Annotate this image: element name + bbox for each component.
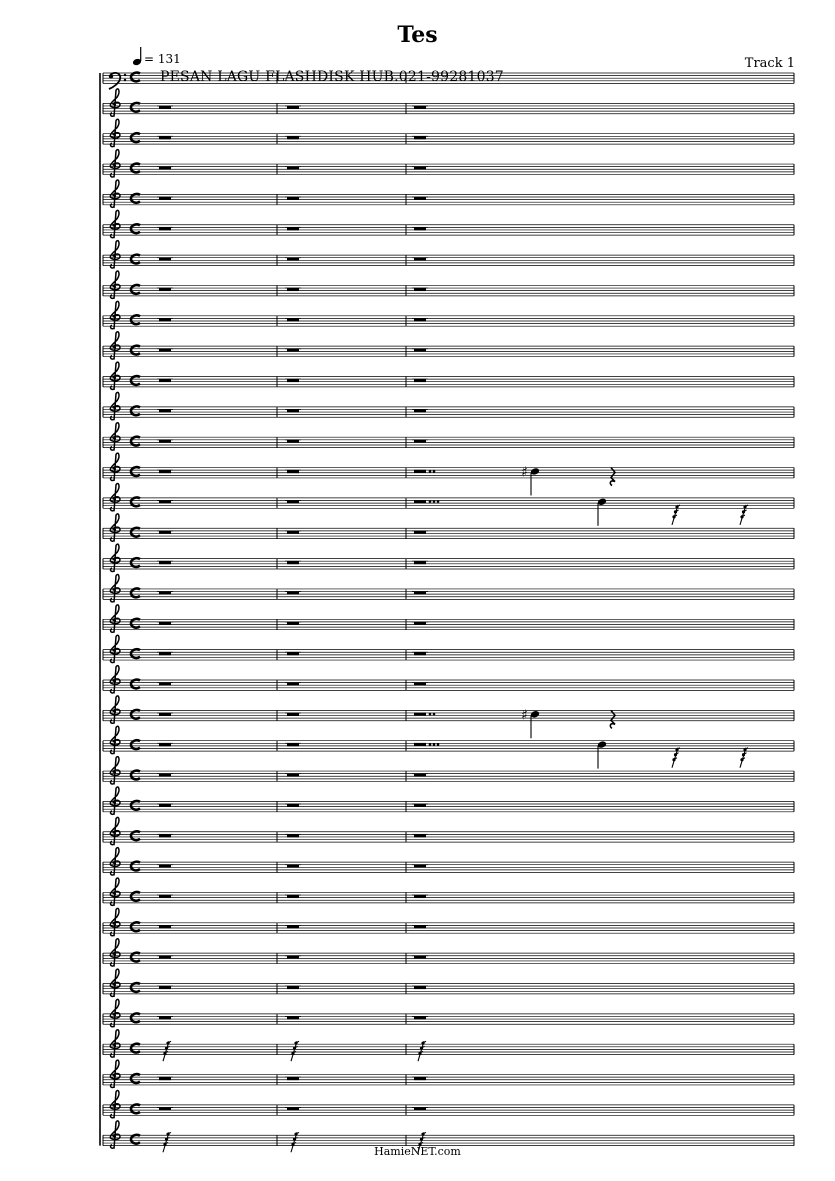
- whole-rest: [414, 167, 426, 170]
- whole-rest: [287, 501, 299, 504]
- bass-clef-dot: [109, 74, 113, 78]
- common-time-icon: [131, 224, 140, 233]
- whole-rest: [414, 409, 426, 412]
- whole-rest: [159, 136, 171, 139]
- whole-rest: [159, 106, 171, 109]
- common-time-icon: [131, 771, 140, 780]
- whole-rest: [414, 440, 426, 443]
- common-time-icon: [131, 1013, 140, 1022]
- treble-clef-icon: [110, 635, 120, 663]
- common-time-icon: [131, 862, 140, 871]
- treble-clef-icon: [110, 392, 120, 420]
- treble-clef-icon: [110, 483, 120, 511]
- whole-rest: [414, 683, 426, 686]
- whole-rest: [159, 501, 171, 504]
- whole-rest: [159, 409, 171, 412]
- common-time-icon: [131, 983, 140, 992]
- augmentation-dot: [437, 743, 440, 746]
- treble-clef-icon: [110, 575, 120, 603]
- whole-rest: [159, 622, 171, 625]
- whole-rest: [159, 652, 171, 655]
- treble-clef-icon: [110, 696, 120, 724]
- whole-rest: [414, 622, 426, 625]
- treble-clef-icon: [110, 150, 120, 178]
- common-time-icon: [131, 740, 140, 749]
- whole-rest: [287, 349, 299, 352]
- whole-rest: [287, 956, 299, 959]
- treble-clef-icon: [110, 271, 120, 299]
- whole-rest: [159, 258, 171, 261]
- common-time-icon: [131, 164, 140, 173]
- whole-rest: [287, 258, 299, 261]
- whole-rest: [159, 713, 171, 716]
- treble-clef-icon: [110, 848, 120, 876]
- whole-rest: [287, 470, 299, 473]
- common-time-icon: [131, 528, 140, 537]
- whole-rest: [414, 258, 426, 261]
- common-time-icon: [131, 285, 140, 294]
- whole-rest: [414, 531, 426, 534]
- common-time-icon: [131, 467, 140, 476]
- whole-rest: [414, 895, 426, 898]
- whole-rest: [287, 531, 299, 534]
- treble-clef-icon: [110, 1090, 120, 1118]
- whole-rest: [287, 227, 299, 230]
- treble-clef-icon: [110, 514, 120, 542]
- whole-rest: [414, 227, 426, 230]
- whole-rest: [159, 318, 171, 321]
- whole-rest: [287, 379, 299, 382]
- augmentation-dot: [429, 500, 432, 503]
- common-time-icon: [131, 346, 140, 355]
- whole-rest: [287, 834, 299, 837]
- common-time-icon: [131, 892, 140, 901]
- bass-clef-lower-dot: [124, 79, 126, 81]
- treble-clef-icon: [110, 332, 120, 360]
- whole-rest: [287, 743, 299, 746]
- treble-clef-icon: [110, 787, 120, 815]
- triple-dotted-half-rest: [414, 743, 426, 746]
- common-time-icon: [131, 103, 140, 112]
- whole-rest: [159, 683, 171, 686]
- whole-rest: [159, 956, 171, 959]
- common-time-icon: [131, 1044, 140, 1053]
- whole-rest: [159, 1077, 171, 1080]
- whole-rest: [287, 774, 299, 777]
- whole-rest: [287, 136, 299, 139]
- whole-rest: [414, 318, 426, 321]
- whole-rest: [287, 804, 299, 807]
- whole-rest: [287, 167, 299, 170]
- common-time-icon: [131, 497, 140, 506]
- treble-clef-icon: [110, 666, 120, 694]
- treble-clef-icon: [110, 726, 120, 754]
- augmentation-dot: [429, 743, 432, 746]
- bass-clef-upper-dot: [124, 74, 126, 76]
- whole-rest: [159, 774, 171, 777]
- treble-clef-icon: [110, 301, 120, 329]
- common-time-icon: [131, 1135, 140, 1144]
- whole-rest: [159, 167, 171, 170]
- common-time-icon: [131, 953, 140, 962]
- treble-clef-icon: [110, 1060, 120, 1088]
- augmentation-dot: [429, 713, 432, 716]
- whole-rest: [287, 318, 299, 321]
- treble-clef-icon: [110, 817, 120, 845]
- whole-rest: [159, 743, 171, 746]
- whole-rest: [287, 106, 299, 109]
- whole-rest: [287, 986, 299, 989]
- whole-rest: [159, 804, 171, 807]
- treble-clef-icon: [110, 908, 120, 936]
- common-time-icon: [131, 73, 140, 82]
- whole-rest: [414, 592, 426, 595]
- augmentation-dot: [437, 500, 440, 503]
- whole-rest: [159, 288, 171, 291]
- whole-rest: [287, 1108, 299, 1111]
- whole-rest: [414, 834, 426, 837]
- common-time-icon: [131, 255, 140, 264]
- augmentation-dot: [433, 500, 436, 503]
- whole-rest: [159, 349, 171, 352]
- whole-rest: [287, 895, 299, 898]
- treble-clef-icon: [110, 757, 120, 785]
- footer-credit: HamieNET.com: [374, 1145, 461, 1158]
- whole-rest: [414, 986, 426, 989]
- whole-rest: [414, 925, 426, 928]
- common-time-icon: [131, 619, 140, 628]
- common-time-icon: [131, 1104, 140, 1113]
- whole-rest: [159, 592, 171, 595]
- whole-rest: [159, 1108, 171, 1111]
- whole-rest: [414, 136, 426, 139]
- whole-rest: [414, 561, 426, 564]
- whole-rest: [159, 925, 171, 928]
- common-time-icon: [131, 376, 140, 385]
- treble-clef-icon: [110, 180, 120, 208]
- whole-rest: [414, 1077, 426, 1080]
- common-time-icon: [131, 558, 140, 567]
- tempo-bpm: = 131: [144, 52, 181, 66]
- whole-rest: [287, 592, 299, 595]
- whole-rest: [287, 288, 299, 291]
- common-time-icon: [131, 406, 140, 415]
- whole-rest: [159, 1016, 171, 1019]
- whole-rest: [159, 561, 171, 564]
- common-time-icon: [131, 1074, 140, 1083]
- whole-rest: [287, 865, 299, 868]
- treble-clef-icon: [110, 544, 120, 572]
- common-time-icon: [131, 589, 140, 598]
- treble-clef-icon: [110, 210, 120, 238]
- whole-rest: [287, 561, 299, 564]
- whole-rest: [414, 652, 426, 655]
- whole-rest: [414, 197, 426, 200]
- treble-clef-icon: [110, 89, 120, 117]
- whole-rest: [414, 956, 426, 959]
- whole-rest: [159, 440, 171, 443]
- whole-rest: [414, 804, 426, 807]
- treble-clef-icon: [110, 969, 120, 997]
- common-time-icon: [131, 194, 140, 203]
- treble-clef-icon: [110, 878, 120, 906]
- whole-rest: [287, 622, 299, 625]
- whole-rest: [287, 440, 299, 443]
- treble-clef-icon: [110, 453, 120, 481]
- augmentation-dot: [433, 713, 436, 716]
- whole-rest: [287, 197, 299, 200]
- sharp-icon: ♯: [521, 707, 528, 724]
- treble-clef-icon: [110, 362, 120, 390]
- common-time-icon: [131, 437, 140, 446]
- whole-rest: [159, 197, 171, 200]
- common-time-icon: [131, 710, 140, 719]
- whole-rest: [159, 986, 171, 989]
- whole-rest: [159, 379, 171, 382]
- whole-rest: [159, 895, 171, 898]
- whole-rest: [414, 774, 426, 777]
- whole-rest: [414, 1016, 426, 1019]
- triple-dotted-half-rest: [414, 500, 426, 503]
- common-time-icon: [131, 133, 140, 142]
- whole-rest: [287, 409, 299, 412]
- track-label: Track 1: [744, 56, 795, 71]
- whole-rest: [414, 106, 426, 109]
- whole-rest: [159, 470, 171, 473]
- augmentation-dot: [429, 470, 432, 473]
- whole-rest: [414, 865, 426, 868]
- augmentation-dot: [433, 470, 436, 473]
- whole-rest: [287, 683, 299, 686]
- common-time-icon: [131, 831, 140, 840]
- whole-rest: [287, 1077, 299, 1080]
- instrument-name: PESAN LAGU FLASHDISK HUB.021-99281037: [160, 69, 504, 85]
- augmentation-dot: [433, 743, 436, 746]
- treble-clef-icon: [110, 605, 120, 633]
- whole-rest: [159, 865, 171, 868]
- common-time-icon: [131, 801, 140, 810]
- whole-rest: [287, 652, 299, 655]
- treble-clef-icon: [110, 241, 120, 269]
- whole-rest: [159, 531, 171, 534]
- treble-clef-icon: [110, 939, 120, 967]
- whole-rest: [159, 834, 171, 837]
- score-title: Tes: [397, 22, 438, 48]
- common-time-icon: [131, 922, 140, 931]
- double-dotted-half-rest: [414, 470, 426, 473]
- common-time-icon: [131, 315, 140, 324]
- treble-clef-icon: [110, 999, 120, 1027]
- treble-clef-icon: [110, 423, 120, 451]
- whole-rest: [414, 288, 426, 291]
- whole-rest: [287, 713, 299, 716]
- whole-rest: [287, 925, 299, 928]
- treble-clef-icon: [110, 1030, 120, 1058]
- whole-rest: [159, 227, 171, 230]
- common-time-icon: [131, 649, 140, 658]
- whole-rest: [414, 1108, 426, 1111]
- double-dotted-half-rest: [414, 713, 426, 716]
- sharp-icon: ♯: [521, 464, 528, 481]
- treble-clef-icon: [110, 119, 120, 147]
- whole-rest: [287, 1016, 299, 1019]
- whole-rest: [414, 379, 426, 382]
- common-time-icon: [131, 680, 140, 689]
- whole-rest: [414, 349, 426, 352]
